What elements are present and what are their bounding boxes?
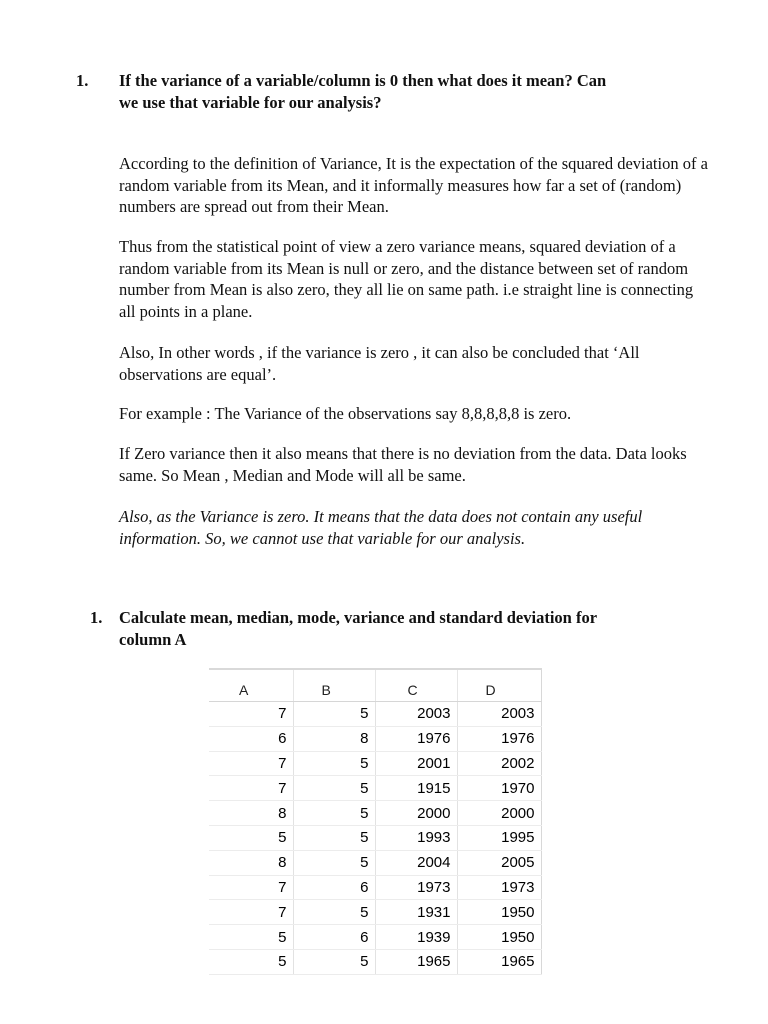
cell-a: 5 <box>209 825 293 850</box>
cell-b: 5 <box>293 751 375 776</box>
table-row <box>209 801 541 826</box>
table-row <box>209 751 541 776</box>
table-row <box>209 875 541 900</box>
answer-paragraph-no-deviation: If Zero variance then it also means that there is no deviation from the data. Data looks same. So Mean , Median and Mode will all be same. <box>119 444 687 485</box>
table-row <box>209 726 541 751</box>
cell-b: 5 <box>293 850 375 875</box>
table-row <box>209 702 541 727</box>
cell-d: 2003 <box>457 702 541 727</box>
cell-c: 1973 <box>375 875 457 900</box>
table-body <box>209 702 541 975</box>
question-2-line-2: column A <box>119 630 187 649</box>
cell-b: 6 <box>293 925 375 950</box>
table-row <box>209 925 541 950</box>
cell-d: 2005 <box>457 850 541 875</box>
data-table <box>209 668 542 975</box>
question-2-line-1: Calculate mean, median, mode, variance and standard deviation for <box>119 608 598 627</box>
cell-c: 2004 <box>375 850 457 875</box>
table-header-row <box>209 669 541 702</box>
question-2-number: 1. <box>90 608 103 627</box>
answer-paragraph-all-equal: Also, In other words , if the variance is zero , it can also be concluded that ‘All observations are equal’. <box>119 343 640 384</box>
cell-b: 5 <box>293 776 375 801</box>
cell-d: 1970 <box>457 776 541 801</box>
answer-paragraph-conclusion: Also, as the Variance is zero. It means that the data does not contain any useful information. So, we cannot use that variable for our analysis. <box>119 507 643 548</box>
column-header-b: B <box>293 669 375 702</box>
cell-d: 2002 <box>457 751 541 776</box>
cell-b: 6 <box>293 875 375 900</box>
cell-b: 5 <box>293 702 375 727</box>
cell-a: 8 <box>209 801 293 826</box>
cell-a: 7 <box>209 900 293 925</box>
table-row <box>209 850 541 875</box>
cell-b: 5 <box>293 949 375 974</box>
cell-a: 6 <box>209 726 293 751</box>
cell-a: 7 <box>209 702 293 727</box>
cell-b: 8 <box>293 726 375 751</box>
cell-c: 1931 <box>375 900 457 925</box>
cell-a: 5 <box>209 949 293 974</box>
cell-c: 1965 <box>375 949 457 974</box>
cell-c: 1915 <box>375 776 457 801</box>
cell-b: 5 <box>293 825 375 850</box>
question-1-number: 1. <box>76 71 89 90</box>
cell-a: 7 <box>209 875 293 900</box>
cell-c: 1993 <box>375 825 457 850</box>
table-row <box>209 900 541 925</box>
column-header-d: D <box>457 669 541 702</box>
data-table-image <box>209 668 541 971</box>
question-1-line-1: If the variance of a variable/column is 0 then what does it mean? Can <box>119 71 607 90</box>
cell-b: 5 <box>293 900 375 925</box>
cell-c: 1976 <box>375 726 457 751</box>
table-row <box>209 776 541 801</box>
cell-a: 7 <box>209 751 293 776</box>
cell-c: 1939 <box>375 925 457 950</box>
question-1-line-2: we use that variable for our analysis? <box>119 93 382 112</box>
cell-c: 2000 <box>375 801 457 826</box>
cell-b: 5 <box>293 801 375 826</box>
table-row <box>209 825 541 850</box>
cell-c: 2003 <box>375 702 457 727</box>
cell-d: 1950 <box>457 900 541 925</box>
cell-d: 1995 <box>457 825 541 850</box>
cell-d: 1976 <box>457 726 541 751</box>
answer-paragraph-zero-variance: Thus from the statistical point of view a zero variance means, squared deviation of a random variable from its Mean is null or zero, and the distance between set of random number from Mean is also zero, they all lie on same path. i.e straight line is connecting all points in a plane. <box>119 237 694 321</box>
cell-d: 1965 <box>457 949 541 974</box>
answer-paragraph-definition: According to the definition of Variance, It is the expectation of the squared deviation of a random variable from its Mean, and it informally measures how far a set of (random) numbers are spread out from their Mean. <box>119 154 708 216</box>
cell-d: 1950 <box>457 925 541 950</box>
cell-d: 2000 <box>457 801 541 826</box>
column-header-a: A <box>209 669 293 702</box>
question-2-heading <box>119 607 729 651</box>
question-1-heading <box>119 70 729 114</box>
table-row <box>209 949 541 974</box>
answer-paragraph-example: For example : The Variance of the observations say 8,8,8,8,8 is zero. <box>119 404 572 423</box>
cell-d: 1973 <box>457 875 541 900</box>
column-header-c: C <box>375 669 457 702</box>
cell-a: 5 <box>209 925 293 950</box>
cell-c: 2001 <box>375 751 457 776</box>
cell-a: 7 <box>209 776 293 801</box>
cell-a: 8 <box>209 850 293 875</box>
